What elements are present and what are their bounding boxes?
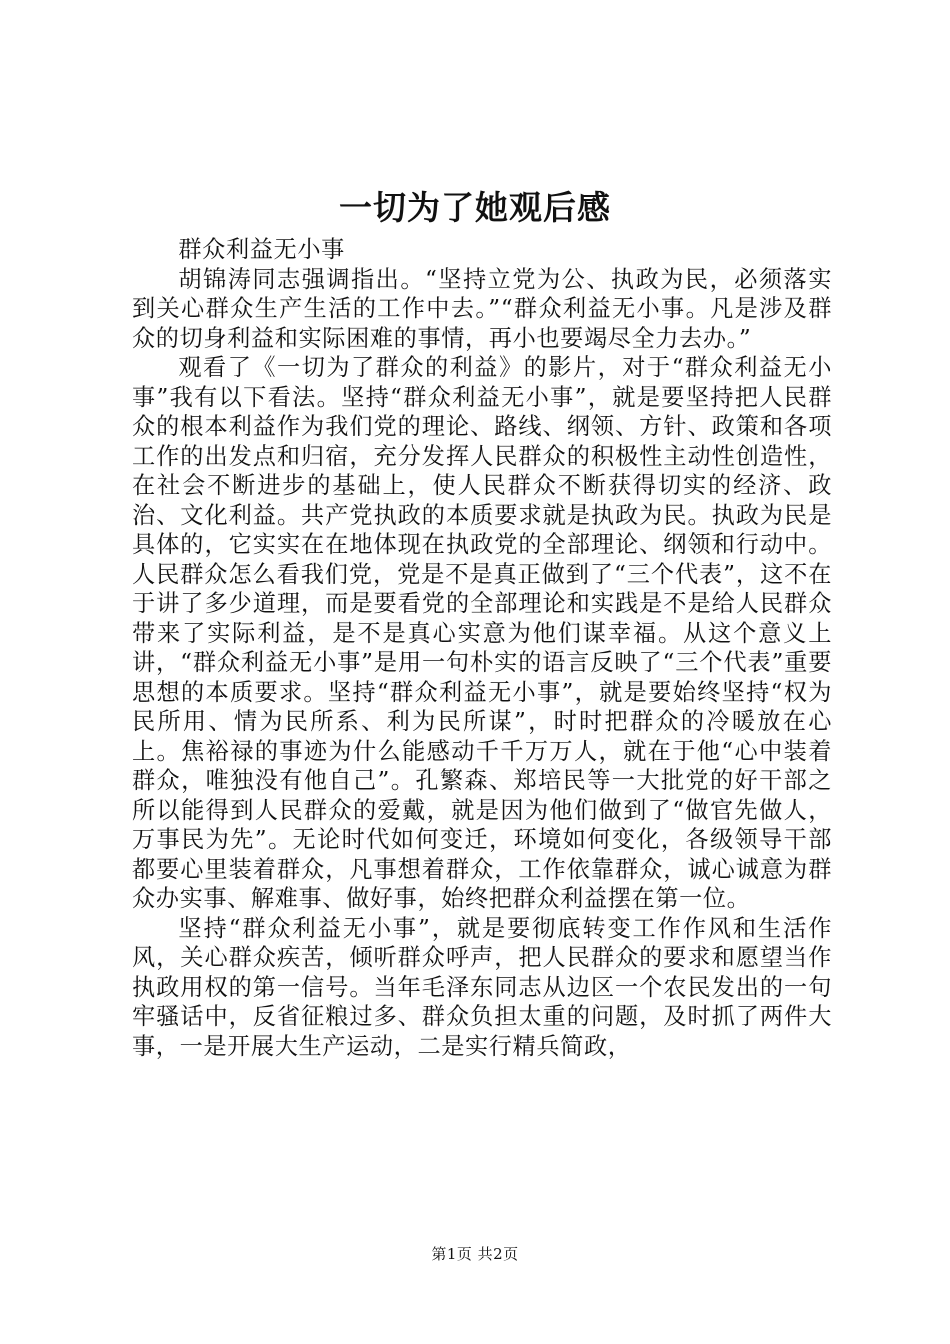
page-number-footer: 第1页 共2页 xyxy=(431,1245,519,1263)
paragraph-quote: 胡锦涛同志强调指出。“坚持立党为公、执政为民，必须落实到关心群众生产生活的工作中去。”“群众利益无小事。凡是涉及群众的切身利益和实际困难的事情，再小也要竭尽全力去办。” xyxy=(132,265,832,352)
document-body xyxy=(132,235,832,1061)
document-title: 一切为了她观后感 xyxy=(339,188,611,227)
paragraph-work-style: 坚持“群众利益无小事”，就是要彻底转变工作作风和生活作风，关心群众疾苦，倾听群众呼声，把人民群众的要求和愿望当作执政用权的第一信号。当年毛泽东同志从边区一个农民发出的一句牢骚话中，反省征粮过多、群众负担太重的问题，及时抓了两件大事，一是开展大生产运动，二是实行精兵简政， xyxy=(132,914,832,1060)
section-subheading: 群众利益无小事 xyxy=(178,236,345,263)
paragraph-reflection: 观看了《一切为了群众的利益》的影片，对于“群众利益无小事”我有以下看法。坚持“群众利益无小事”，就是要坚持把人民群众的根本利益作为我们党的理论、路线、纲领、方针、政策和各项工作的出发点和归宿，充分发挥人民群众的积极性主动性创造性，在社会不断进步的基础上，使人民群众不断获得切实的经济、政治、文化利益。共产党执政的本质要求就是执政为民。执政为民是具体的，它实实在在地体现在执政党的全部理论、纲领和行动中。人民群众怎么看我们党，党是不是真正做到了“三个代表”，这不在于讲了多少道理，而是要看党的全部理论和实践是不是给人民群众带来了实际利益，是不是真心实意为他们谋幸福。从这个意义上讲，“群众利益无小事”是用一句朴实的语言反映了“三个代表”重要思想的本质要求。坚持“群众利益无小事”，就是要始终坚持“权为民所用、情为民所系、利为民所谋”，时时把群众的冷暖放在心上。焦裕禄的事迹为什么能感动千千万万人，就在于他“心中装着群众，唯独没有他自己”。孔繁森、郑培民等一大批党的好干部之所以能得到人民群众的爱戴，就是因为他们做到了“做官先做人，万事民为先”。无论时代如何变迁，环境如何变化，各级领导干部都要心里装着群众，凡事想着群众，工作依靠群众，诚心诚意为群众办实事、解难事、做好事，始终把群众利益摆在第一位。 xyxy=(132,354,832,912)
